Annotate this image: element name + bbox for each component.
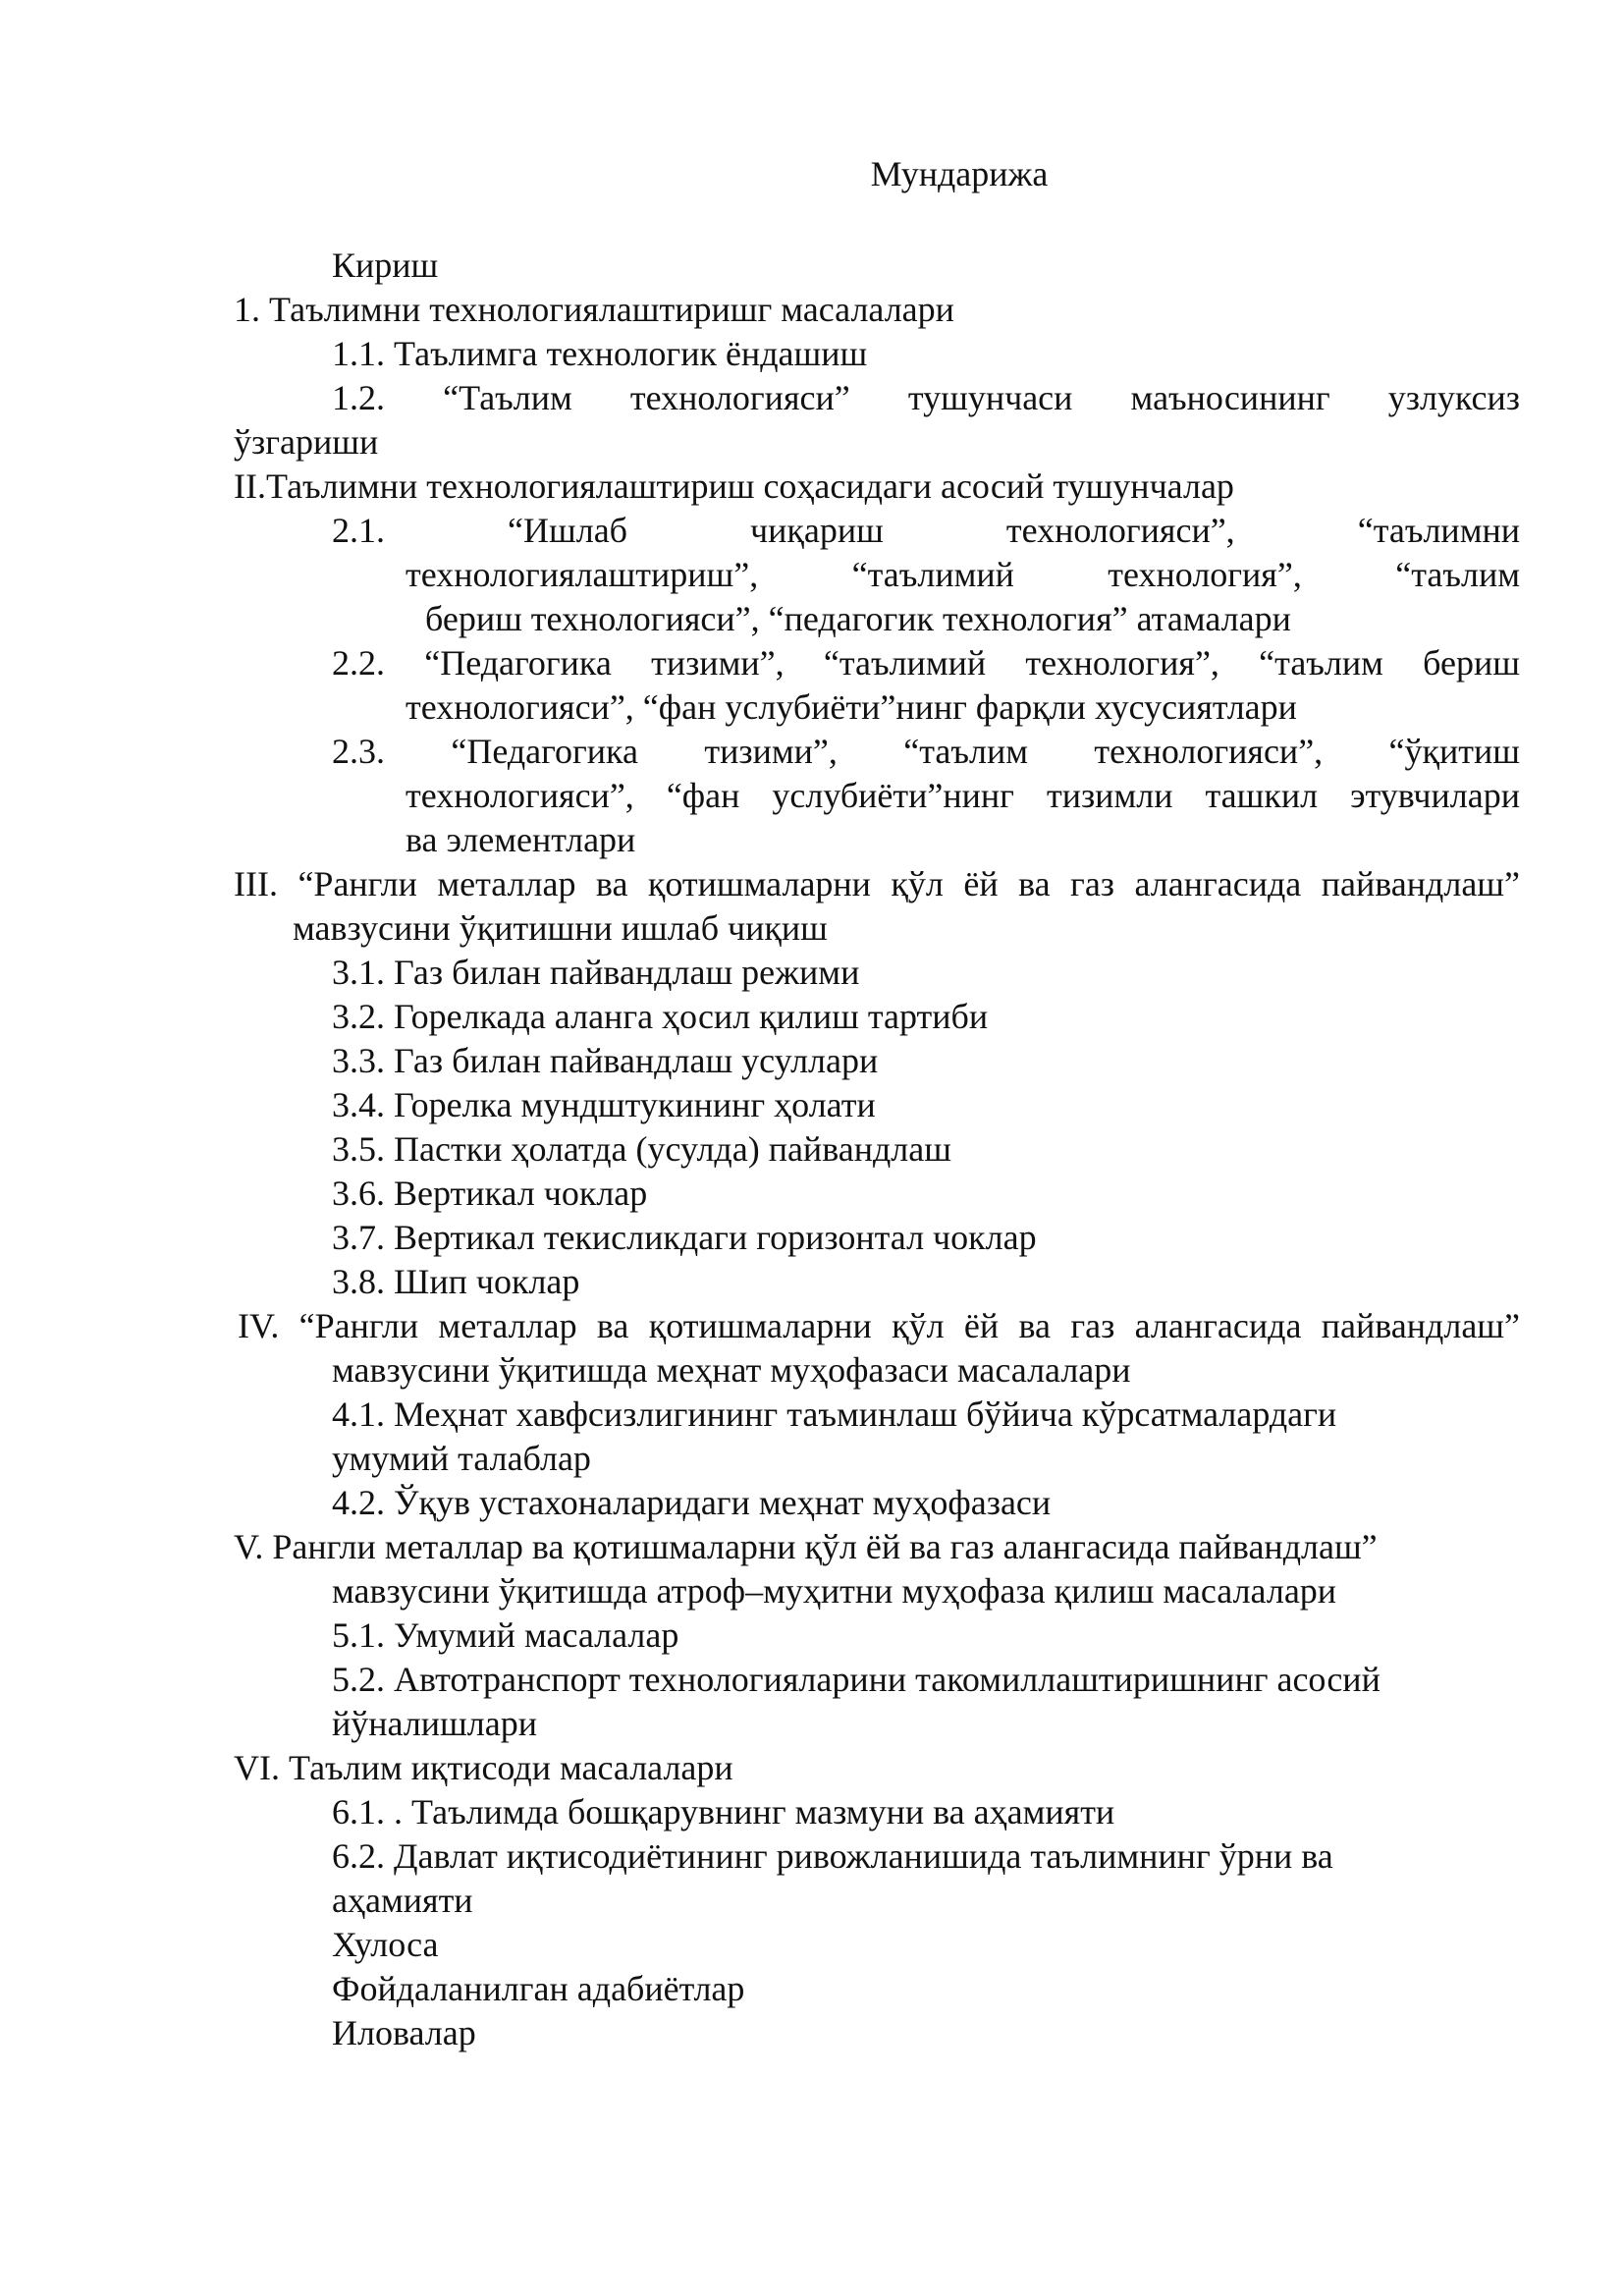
toc-section-4-1-continued: умумий талаблар: [332, 1439, 591, 1478]
toc-chapter-2: II.Таълимни технологиялаштириш соҳасидаги асосий тушунчалар: [234, 466, 1234, 506]
toc-chapter-6: VI. Таълим иқтисоди масалалари: [234, 1748, 733, 1787]
toc-entry-references: Фойдаланилган адабиётлар: [332, 1969, 745, 2008]
toc-section-1-2-continued: ўзгариши: [234, 422, 379, 462]
toc-section-2-3-continued-2: ва элементлари: [406, 820, 636, 859]
toc-section-2-1: 2.1. “Ишлаб чиқариш технологияси”, “таълимни: [332, 511, 1520, 550]
toc-section-1-1: 1.1. Таълимга технологик ёндашиш: [332, 334, 868, 373]
toc-section-2-2-continued: технологияси”, “фан услубиёти”нинг фарқли хусусиятлари: [406, 687, 1297, 727]
toc-section-6-2: 6.2. Давлат иқтисодиётининг ривожланишида таълимнинг ўрни ва: [332, 1836, 1333, 1876]
toc-section-2-3: 2.3. “Педагогика тизими”, “таълим технологияси”, “ўқитиш: [332, 732, 1520, 771]
toc-chapter-3-continued: мавзусини ўқитишни ишлаб чиқиш: [293, 908, 828, 948]
toc-entry-introduction: Кириш: [332, 246, 439, 285]
toc-section-5-2: 5.2. Автотранспорт технологияларини такомиллаштиришнинг асосий: [332, 1660, 1380, 1699]
toc-section-3-8: 3.8. Шип чоклар: [332, 1262, 580, 1301]
toc-section-3-4: 3.4. Горелка мундштукининг ҳолати: [332, 1085, 876, 1124]
toc-chapter-4-continued: мавзусини ўқитишда меҳнат муҳофазаси масалалари: [332, 1350, 1131, 1390]
toc-section-6-1: 6.1. . Таълимда бошқарувнинг мазмуни ва аҳамияти: [332, 1792, 1115, 1831]
toc-section-3-2: 3.2. Горелкада аланга ҳосил қилиш тартиби: [332, 997, 989, 1036]
toc-section-2-1-continued-2: бериш технологияси”, “педагогик технология” атамалари: [425, 599, 1291, 638]
toc-chapter-1: 1. Таълимни технологиялаштиришг масалалари: [234, 290, 954, 329]
toc-section-4-2: 4.2. Ўқув устахоналаридаги меҳнат муҳофазаси: [332, 1483, 1052, 1522]
toc-section-3-3: 3.3. Газ билан пайвандлаш усуллари: [332, 1041, 879, 1080]
toc-chapter-3: III. “Рангли металлар ва қотишмаларни қўл ёй ва газ алангасида пайвандлаш”: [234, 864, 1520, 903]
toc-section-2-2: 2.2. “Педагогика тизими”, “таълимий технология”, “таълим бериш: [332, 643, 1520, 683]
page-title: Мундарижа: [870, 154, 1049, 193]
toc-section-3-6: 3.6. Вертикал чоклар: [332, 1174, 648, 1213]
toc-section-1-2: 1.2. “Таълим технологияси” тушунчаси маъносининг узлуксиз: [332, 378, 1520, 417]
toc-chapter-4: IV. “Рангли металлар ва қотишмаларни қўл ёй ва газ алангасида пайвандлаш”: [238, 1306, 1520, 1345]
toc-chapter-5-continued: мавзусини ўқитишда атроф–муҳитни муҳофаза қилиш масалалари: [332, 1571, 1337, 1611]
toc-section-3-5: 3.5. Пастки ҳолатда (усулда) пайвандлаш: [332, 1129, 951, 1169]
toc-section-5-2-continued: йўналишлари: [332, 1704, 537, 1743]
toc-section-3-1: 3.1. Газ билан пайвандлаш режими: [332, 953, 860, 992]
toc-section-5-1: 5.1. Умумий масалалар: [332, 1615, 679, 1655]
toc-section-2-3-continued: технологияси”, “фан услубиёти”нинг тизимли ташкил этувчилари: [406, 776, 1520, 815]
toc-entry-conclusion: Хулоса: [332, 1925, 439, 1964]
table-of-contents: [234, 244, 1520, 2055]
toc-section-6-2-continued: аҳамияти: [332, 1881, 473, 1920]
toc-entry-appendices: Иловалар: [332, 2013, 476, 2052]
toc-chapter-5: V. Рангли металлар ва қотишмаларни қўл ёй ва газ алангасида пайвандлаш”: [234, 1527, 1378, 1566]
toc-section-2-1-continued: технологиялаштириш”, “таълимий технология”, “таълим: [406, 555, 1520, 594]
toc-section-4-1: 4.1. Меҳнат хавфсизлигининг таъминлаш бўйича кўрсатмалардаги: [332, 1394, 1337, 1434]
toc-section-3-7: 3.7. Вертикал текисликдаги горизонтал чоклар: [332, 1218, 1037, 1257]
